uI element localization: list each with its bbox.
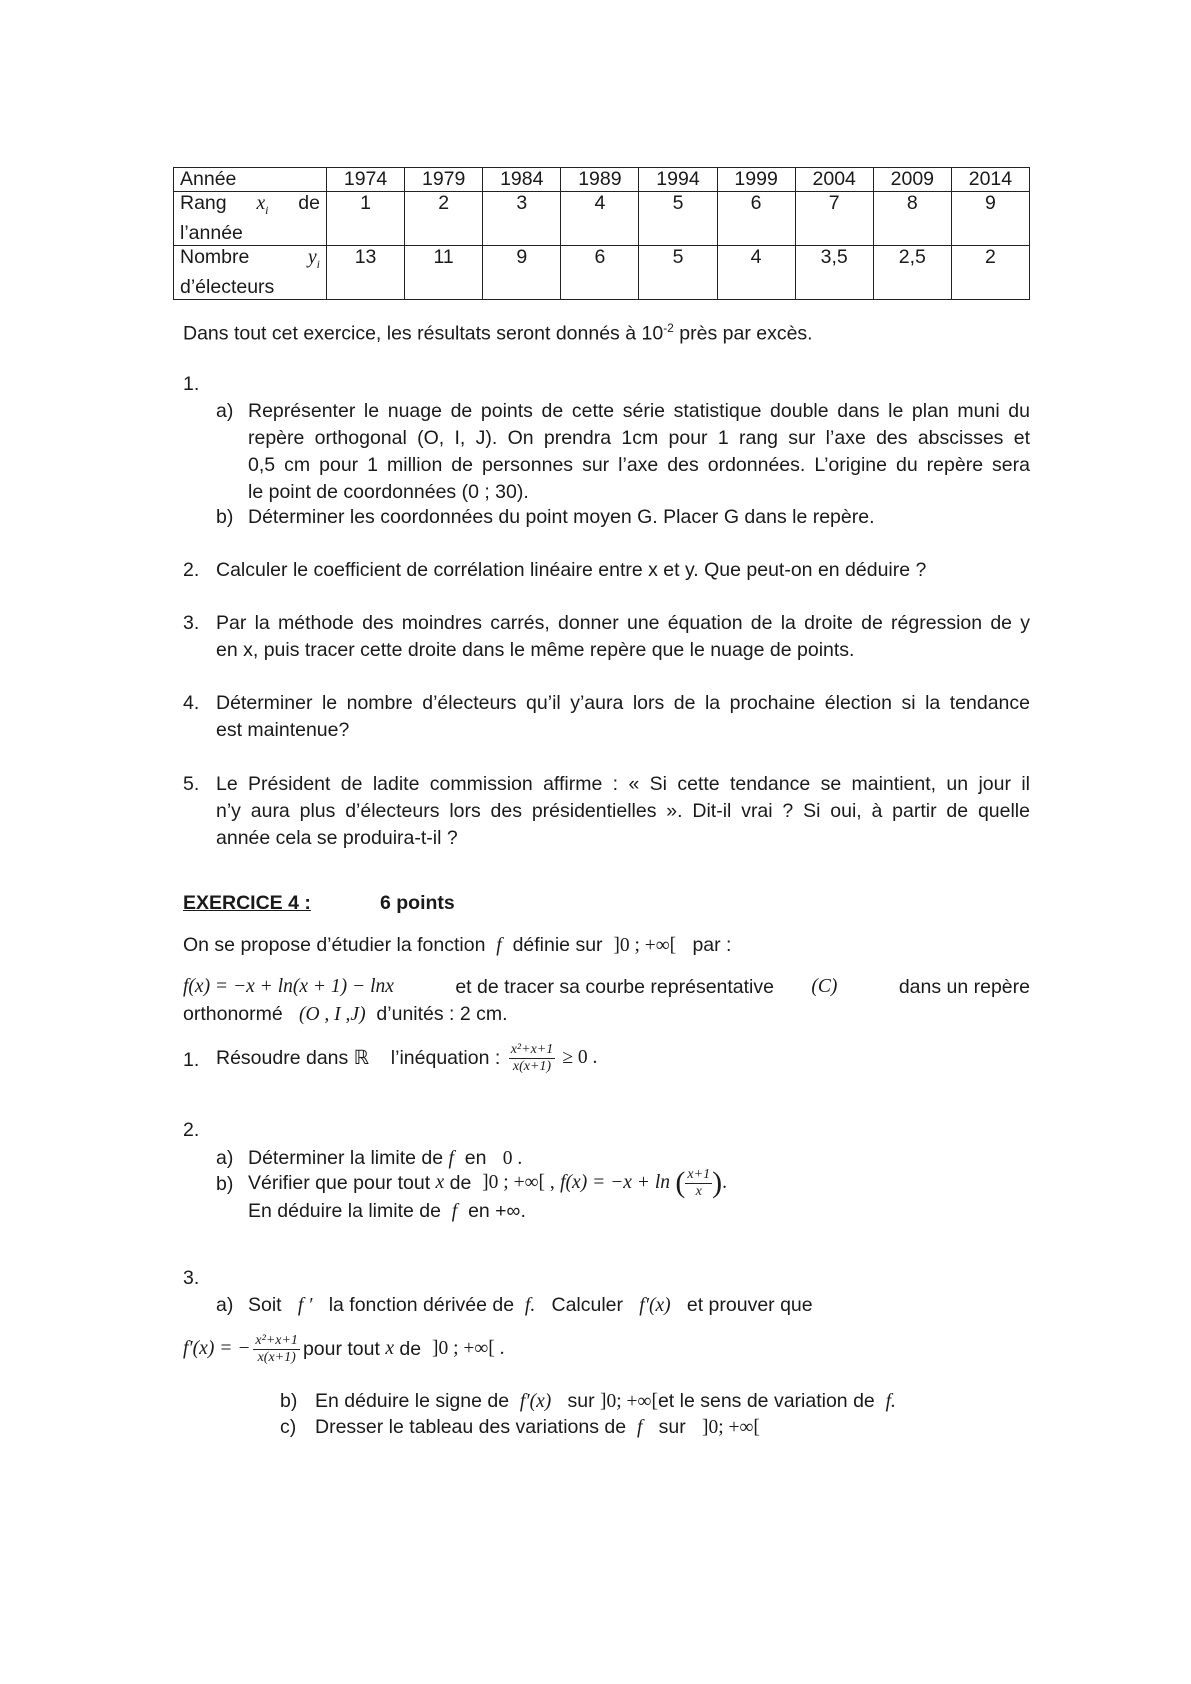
function-definition-line2: orthonormé (O , I ,J) d’unités : 2 cm. bbox=[183, 1003, 508, 1025]
table-cell: 1979 bbox=[405, 168, 483, 192]
table-cell: 5 bbox=[639, 192, 717, 246]
table-cell: 7 bbox=[795, 192, 873, 246]
table-cell: 2009 bbox=[873, 168, 951, 192]
table-cell: 11 bbox=[405, 245, 483, 299]
question-3-text: Par la méthode des moindres carrés, donner une équation de la droite de régression de y en x, puis tracer cette droite dans le même repère que le nuage de points. bbox=[216, 612, 1030, 661]
question-1a-text: Représenter le nuage de points de cette série statistique double dans le plan muni du repère orthogonal (O, I, J). On prendra 1cm pour 1 rang sur l’axe des abscisses et 0,5 cm pour 1 million de personnes sur l’axe des ordonnées. L’origine du repère sera le point de coordonnées (0 ; 30). bbox=[248, 400, 1030, 503]
question-1a-label: a) bbox=[216, 400, 234, 422]
table-cell: 2 bbox=[405, 192, 483, 246]
ex4-question-3-number: 3. bbox=[183, 1267, 200, 1289]
table-cell: 2004 bbox=[795, 168, 873, 192]
table-cell: 3,5 bbox=[795, 245, 873, 299]
ex4-question-2b-line2: En déduire la limite de f en +∞. bbox=[248, 1200, 526, 1222]
table-cell: 2 bbox=[951, 245, 1029, 299]
table-cell: 9 bbox=[483, 245, 561, 299]
statistics-table bbox=[173, 167, 1030, 300]
table-cell: 1974 bbox=[327, 168, 405, 192]
table-cell: 3 bbox=[483, 192, 561, 246]
table-cell: 1999 bbox=[717, 168, 795, 192]
table-cell: 2,5 bbox=[873, 245, 951, 299]
exercise-4-intro: On se propose d’étudier la fonction f définie sur ]0 ; +∞[ par : bbox=[183, 934, 732, 956]
rank-label-de: de bbox=[298, 192, 320, 214]
table-row-rank bbox=[174, 192, 1030, 246]
inequation-fraction: $\frac{\text{x²+x+1}}{x(x+1)}$ bbox=[510, 1041, 554, 1074]
question-1b-label: b) bbox=[216, 506, 234, 528]
table-cell: 1 bbox=[327, 192, 405, 246]
question-4-text: Déterminer le nombre d’électeurs qu’il y’aura lors de la prochaine élection si la tendance est maintenue? bbox=[216, 692, 1030, 741]
ex4-question-3a-label: a) bbox=[216, 1294, 234, 1316]
precision-note: Dans tout cet exercice, les résultats seront donnés à $10^{-2}$ près par excès. bbox=[183, 321, 813, 345]
question-2-number: 2. bbox=[183, 559, 200, 581]
table-row-voters bbox=[174, 245, 1030, 299]
ex4-question-3a-text: Soit f ′ la fonction dérivée de f. Calculer f′(x) et prouver que bbox=[248, 1294, 813, 1316]
table-cell: 6 bbox=[717, 192, 795, 246]
table-cell: 1984 bbox=[483, 168, 561, 192]
question-2-text: Calculer le coefficient de corrélation linéaire entre x et y. Que peut-on en déduire ? bbox=[216, 559, 927, 581]
exercise-4-points: 6 points bbox=[380, 892, 455, 914]
ex4-question-3c-label: c) bbox=[280, 1416, 297, 1438]
question-5-number: 5. bbox=[183, 773, 200, 795]
exercise-4-title: EXERCICE 4 : bbox=[183, 892, 311, 914]
question-3-number: 3. bbox=[183, 612, 200, 634]
question-1b-text: Déterminer les coordonnées du point moyen G. Placer G dans le repère. bbox=[248, 506, 875, 528]
ex4-question-2-number: 2. bbox=[183, 1119, 200, 1141]
question-4-number: 4. bbox=[183, 692, 200, 714]
table-cell: 6 bbox=[561, 245, 639, 299]
table-row-year bbox=[174, 168, 1030, 192]
ex4-question-3b-text: En déduire le signe de f′(x) sur ]0; +∞[et le sens de variation de f. bbox=[315, 1390, 896, 1412]
voters-label-line2: d’électeurs bbox=[180, 275, 275, 298]
question-5-text: Le Président de ladite commission affirme : « Si cette tendance se maintient, un jour il n’y aura plus d’électeurs lors des présidentielles ». Dit-il vrai ? Si oui, à partir de quelle année cela se produira-t-il ? bbox=[216, 773, 1030, 849]
function-formula: f(x) = −x + ln(x + 1) − lnx bbox=[183, 976, 394, 997]
table-cell: 2014 bbox=[951, 168, 1029, 192]
table-cell: 1989 bbox=[561, 168, 639, 192]
function-definition-line1: f(x) = −x + ln(x + 1) − lnx et de tracer sa courbe représentative (C) dans un repère bbox=[183, 974, 1030, 1001]
rank-label-word: Rang bbox=[180, 192, 227, 214]
table-cell: 9 bbox=[951, 192, 1029, 246]
table-cell: 13 bbox=[327, 245, 405, 299]
table-cell: 4 bbox=[717, 245, 795, 299]
ex4-question-1-text: Résoudre dans ℝ l’inéquation : $\frac{\text{x²+x+1}}{x(x+1)}$ ≥ 0 . bbox=[216, 1041, 598, 1074]
ex4-question-3b-label: b) bbox=[280, 1390, 298, 1412]
table-cell: 8 bbox=[873, 192, 951, 246]
table-cell: 1994 bbox=[639, 168, 717, 192]
table-cell: 5 bbox=[639, 245, 717, 299]
rank-label-line2: l’année bbox=[180, 221, 243, 244]
question-1-number: 1. bbox=[183, 373, 200, 395]
voters-label-word: Nombre bbox=[180, 245, 250, 268]
derivative-formula: f′(x) = − $\frac{\text{x²+x+1}}{x(x+1)}$ pour tout x de ]0 ; +∞[ . bbox=[183, 1332, 505, 1365]
table-header-year: Année bbox=[174, 168, 327, 192]
ex4-question-2a-label: a) bbox=[216, 1147, 234, 1169]
table-header-rank bbox=[174, 192, 327, 246]
rank-label-var: $x_i$ bbox=[256, 193, 269, 217]
ex4-question-2b-text: Vérifier que pour tout x de ]0 ; +∞[ , f(x) = −x + ln ( $\frac{x+1}{x}$ ) . bbox=[248, 1166, 727, 1199]
voters-label-var: $y_i$ bbox=[308, 246, 320, 271]
table-cell: 4 bbox=[561, 192, 639, 246]
table-header-voters bbox=[174, 245, 327, 299]
ex4-question-3c-text: Dresser le tableau des variations de f sur ]0; +∞[ bbox=[315, 1416, 760, 1438]
ex4-question-1-number: 1. bbox=[183, 1049, 200, 1071]
ex4-question-2b-label: b) bbox=[216, 1173, 234, 1195]
ex4-question-2a-text: Déterminer la limite de f en 0 . bbox=[248, 1147, 523, 1169]
